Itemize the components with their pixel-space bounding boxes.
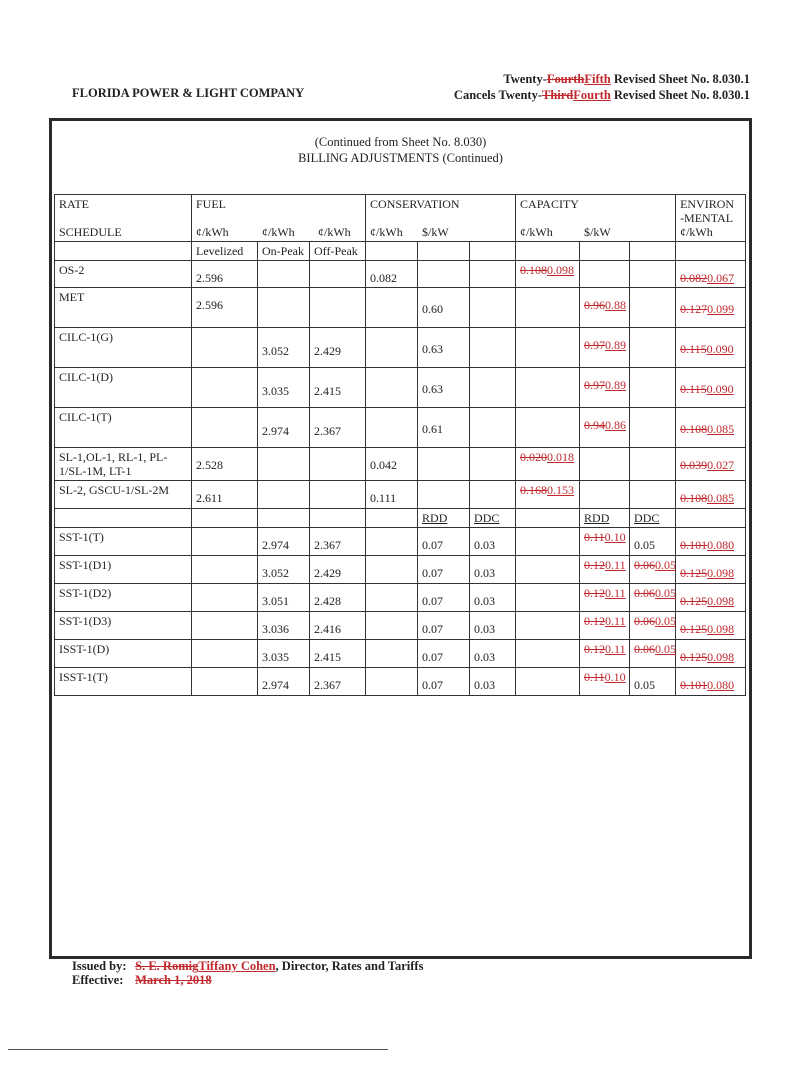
capacity-ckwh-inserted: 0.153 — [547, 483, 575, 497]
capacity-ckwh-inserted: 0.098 — [547, 263, 575, 277]
capacity-rdd-deleted: 0.12 — [584, 586, 606, 600]
fuel-offpeak: 2.416 — [310, 612, 366, 640]
conservation-dkw — [418, 481, 470, 509]
rate-schedule: ISST-1(D) — [55, 640, 192, 668]
header-levelized: Levelized — [192, 242, 258, 261]
fuel-offpeak: 2.367 — [310, 668, 366, 696]
effective-deleted: March 1, 2018 — [135, 973, 212, 987]
fuel-onpeak: 3.035 — [258, 368, 310, 408]
conservation-rdd: 0.07 — [418, 584, 470, 612]
capacity-ckwh — [516, 328, 580, 368]
conservation-ckwh — [366, 528, 418, 556]
capacity-rdd — [580, 528, 630, 556]
fuel-onpeak: 3.052 — [258, 556, 310, 584]
fuel-onpeak: 2.974 — [258, 408, 310, 448]
capacity-dkw — [580, 328, 630, 368]
capacity-ddc: 0.05 — [630, 528, 676, 556]
environmental-deleted: 0.125 — [680, 622, 708, 636]
environmental-inserted: 0.090 — [706, 382, 734, 396]
environmental — [676, 556, 746, 584]
capacity-ckwh — [516, 668, 580, 696]
cancels-deleted: Third — [542, 88, 574, 102]
capacity-dkw-deleted: 0.97 — [584, 338, 606, 352]
capacity-dkw — [580, 368, 630, 408]
capacity-dkw-inserted: 0.88 — [605, 298, 627, 312]
conservation-ckwh — [366, 668, 418, 696]
fuel-onpeak — [258, 481, 310, 509]
fuel-offpeak — [310, 481, 366, 509]
fuel-offpeak — [310, 261, 366, 288]
conservation-dkw: 0.61 — [418, 408, 470, 448]
capacity-ckwh — [516, 448, 580, 481]
header-fuel: FUEL ¢/kWh ¢/kWh ¢/kWh — [192, 195, 366, 242]
sheet-number — [503, 72, 750, 87]
rate-schedule: SST-1(D1) — [55, 556, 192, 584]
capacity-ddc-inserted: 0.05 — [655, 586, 677, 600]
tariff-frame — [49, 118, 752, 959]
capacity-rdd-inserted: 0.11 — [605, 614, 626, 628]
environmental-deleted: 0.125 — [680, 566, 708, 580]
capacity-dkw-inserted: 0.89 — [605, 378, 627, 392]
environmental-inserted: 0.098 — [707, 594, 735, 608]
capacity-ckwh — [516, 261, 580, 288]
fuel-offpeak: 2.429 — [310, 328, 366, 368]
continued-text: (Continued from Sheet No. 8.030) — [314, 135, 487, 149]
conservation-extra — [470, 368, 516, 408]
conservation-rdd: 0.07 — [418, 612, 470, 640]
environmental-inserted: 0.098 — [707, 566, 735, 580]
conservation-ckwh — [366, 408, 418, 448]
header-conservation: CONSERVATION ¢/kWh $/kW — [366, 195, 516, 242]
table-row — [55, 328, 746, 368]
rate-schedule: SST-1(T) — [55, 528, 192, 556]
capacity-ckwh-inserted: 0.018 — [547, 450, 575, 464]
capacity-dkw — [580, 408, 630, 448]
fuel-offpeak: 2.415 — [310, 368, 366, 408]
fuel-onpeak: 3.035 — [258, 640, 310, 668]
fuel-onpeak — [258, 261, 310, 288]
capacity-ckwh — [516, 612, 580, 640]
conservation-rdd: 0.07 — [418, 556, 470, 584]
conservation-ckwh — [366, 584, 418, 612]
fuel-onpeak: 2.974 — [258, 668, 310, 696]
conservation-ckwh: 0.082 — [366, 261, 418, 288]
conservation-ckwh — [366, 612, 418, 640]
fuel-levelized — [192, 556, 258, 584]
rate-schedule: SL-2, GSCU-1/SL-2M — [55, 481, 192, 509]
conservation-ckwh — [366, 368, 418, 408]
capacity-ddc-deleted: 0.06 — [634, 586, 656, 600]
rate-schedule: CILC-1(T) — [55, 408, 192, 448]
header-rate: RATE SCHEDULE — [55, 195, 192, 242]
environmental-inserted: 0.067 — [707, 271, 735, 285]
capacity-ckwh — [516, 481, 580, 509]
conservation-ckwh — [366, 328, 418, 368]
conservation-ckwh — [366, 556, 418, 584]
sheet-inserted: Fifth — [584, 72, 611, 86]
capacity-rdd-deleted: 0.12 — [584, 558, 606, 572]
fuel-offpeak: 2.428 — [310, 584, 366, 612]
header-environmental: ENVIRON -MENTAL ¢/kWh — [676, 195, 746, 242]
environmental — [676, 448, 746, 481]
rdd-ddc-header-row: RDD DDC RDD DDC — [55, 509, 746, 528]
company-name: FLORIDA POWER & LIGHT COMPANY — [72, 86, 305, 100]
capacity-rdd-inserted: 0.10 — [604, 670, 626, 684]
rate-schedule: ISST-1(T) — [55, 668, 192, 696]
capacity-ddc: 0.05 — [630, 668, 676, 696]
environmental — [676, 368, 746, 408]
conservation-extra — [470, 328, 516, 368]
capacity-extra — [630, 261, 676, 288]
capacity-dkw — [580, 288, 630, 328]
environmental — [676, 288, 746, 328]
sheet-suffix: Revised Sheet No. 8.030.1 — [610, 72, 750, 86]
environmental-inserted: 0.090 — [706, 342, 734, 356]
fuel-levelized — [192, 328, 258, 368]
fuel-levelized — [192, 408, 258, 448]
capacity-ddc-inserted: 0.05 — [655, 558, 677, 572]
capacity-extra — [630, 328, 676, 368]
environmental — [676, 584, 746, 612]
capacity-rdd-inserted: 0.10 — [604, 530, 626, 544]
capacity-ckwh-deleted: 0.108 — [520, 263, 548, 277]
environmental-inserted: 0.085 — [707, 422, 735, 436]
conservation-ddc: 0.03 — [470, 556, 516, 584]
table-row — [55, 481, 746, 509]
capacity-ckwh-deleted: 0.168 — [520, 483, 548, 497]
environmental-deleted: 0.125 — [680, 650, 708, 664]
environmental — [676, 481, 746, 509]
fuel-offpeak: 2.367 — [310, 528, 366, 556]
environmental-inserted: 0.080 — [707, 538, 735, 552]
capacity-ckwh — [516, 640, 580, 668]
environmental-deleted: 0.101 — [680, 678, 708, 692]
environmental-inserted: 0.027 — [707, 458, 735, 472]
table-row — [55, 448, 746, 481]
capacity-extra — [630, 448, 676, 481]
conservation-dkw: 0.60 — [418, 288, 470, 328]
environmental-deleted: 0.115 — [680, 382, 707, 396]
fuel-onpeak: 3.051 — [258, 584, 310, 612]
section-title: BILLING ADJUSTMENTS (Continued) — [298, 151, 503, 165]
conservation-dkw: 0.63 — [418, 368, 470, 408]
table-row — [55, 408, 746, 448]
sheet-prefix: Twenty- — [503, 72, 547, 86]
environmental-deleted: 0.127 — [680, 302, 708, 316]
header-capacity: CAPACITY ¢/kWh $/kW — [516, 195, 676, 242]
cancels-suffix: Revised Sheet No. 8.030.1 — [610, 88, 750, 102]
table-row — [55, 528, 746, 556]
capacity-rdd — [580, 612, 630, 640]
capacity-ckwh-deleted: 0.020 — [520, 450, 548, 464]
environmental — [676, 668, 746, 696]
table-row — [55, 584, 746, 612]
capacity-rdd-inserted: 0.11 — [605, 642, 626, 656]
capacity-ckwh — [516, 288, 580, 328]
fuel-levelized — [192, 528, 258, 556]
fuel-levelized: 2.596 — [192, 261, 258, 288]
capacity-dkw-deleted: 0.96 — [584, 298, 606, 312]
issued-deleted: S. E. Romig — [135, 959, 199, 973]
environmental-inserted: 0.098 — [707, 650, 735, 664]
conservation-ckwh — [366, 640, 418, 668]
conservation-extra — [470, 481, 516, 509]
rate-schedule: SST-1(D2) — [55, 584, 192, 612]
fuel-levelized — [192, 368, 258, 408]
capacity-dkw-deleted: 0.94 — [584, 418, 606, 432]
rate-schedule: SL-1,OL-1, RL-1, PL-1/SL-1M, LT-1 — [55, 448, 192, 481]
conservation-rdd: 0.07 — [418, 640, 470, 668]
fuel-onpeak — [258, 288, 310, 328]
fuel-offpeak — [310, 448, 366, 481]
conservation-extra — [470, 288, 516, 328]
fuel-onpeak: 3.052 — [258, 328, 310, 368]
conservation-ddc: 0.03 — [470, 584, 516, 612]
capacity-dkw-deleted: 0.97 — [584, 378, 606, 392]
conservation-dkw — [418, 261, 470, 288]
conservation-rdd: 0.07 — [418, 528, 470, 556]
table-row — [55, 612, 746, 640]
environmental — [676, 261, 746, 288]
conservation-ddc: 0.03 — [470, 612, 516, 640]
table-row — [55, 640, 746, 668]
capacity-rdd — [580, 640, 630, 668]
capacity-dkw — [580, 481, 630, 509]
fuel-onpeak: 3.036 — [258, 612, 310, 640]
environmental — [676, 528, 746, 556]
fuel-levelized: 2.596 — [192, 288, 258, 328]
fuel-levelized: 2.611 — [192, 481, 258, 509]
environmental — [676, 328, 746, 368]
capacity-rdd-deleted: 0.11 — [584, 530, 605, 544]
cancels-line — [454, 88, 750, 103]
fuel-levelized — [192, 612, 258, 640]
capacity-rdd-inserted: 0.11 — [605, 558, 626, 572]
conservation-ddc: 0.03 — [470, 640, 516, 668]
footer — [72, 959, 423, 987]
capacity-rdd-deleted: 0.12 — [584, 614, 606, 628]
fuel-levelized — [192, 668, 258, 696]
capacity-dkw-inserted: 0.86 — [605, 418, 627, 432]
capacity-ddc-deleted: 0.06 — [634, 614, 656, 628]
header-offpeak: Off-Peak — [310, 242, 366, 261]
capacity-extra — [630, 481, 676, 509]
capacity-ddc-inserted: 0.05 — [655, 614, 677, 628]
capacity-ckwh — [516, 528, 580, 556]
environmental-inserted: 0.085 — [707, 491, 735, 505]
conservation-ddc: 0.03 — [470, 528, 516, 556]
conservation-extra — [470, 408, 516, 448]
environmental-deleted: 0.039 — [680, 458, 708, 472]
cancels-prefix: Cancels Twenty- — [453, 88, 542, 102]
issued-suffix: , Director, Rates and Tariffs — [275, 959, 424, 973]
sheet-deleted: Fourth — [546, 72, 585, 86]
capacity-extra — [630, 408, 676, 448]
capacity-extra — [630, 368, 676, 408]
rate-schedule: SST-1(D3) — [55, 612, 192, 640]
continued-heading — [52, 134, 749, 166]
environmental-deleted: 0.082 — [680, 271, 708, 285]
capacity-ddc — [630, 584, 676, 612]
environmental — [676, 640, 746, 668]
fuel-offpeak: 2.367 — [310, 408, 366, 448]
bottom-rule — [8, 1049, 388, 1050]
capacity-rdd — [580, 668, 630, 696]
environmental-inserted: 0.099 — [707, 302, 735, 316]
table-row — [55, 556, 746, 584]
conservation-rdd: 0.07 — [418, 668, 470, 696]
environmental — [676, 408, 746, 448]
capacity-rdd — [580, 556, 630, 584]
capacity-rdd-inserted: 0.11 — [605, 586, 626, 600]
capacity-ddc-deleted: 0.06 — [634, 558, 656, 572]
capacity-ddc — [630, 640, 676, 668]
capacity-ddc-deleted: 0.06 — [634, 642, 656, 656]
fuel-offpeak: 2.415 — [310, 640, 366, 668]
header-row-2 — [55, 242, 746, 261]
environmental-inserted: 0.098 — [707, 622, 735, 636]
capacity-rdd-deleted: 0.12 — [584, 642, 606, 656]
conservation-dkw — [418, 448, 470, 481]
capacity-rdd — [580, 584, 630, 612]
table-row — [55, 261, 746, 288]
rate-schedule: OS-2 — [55, 261, 192, 288]
environmental-deleted: 0.108 — [680, 491, 708, 505]
billing-adjustments-table — [54, 194, 746, 696]
table-row — [55, 288, 746, 328]
environmental — [676, 612, 746, 640]
conservation-extra — [470, 261, 516, 288]
effective-label: Effective: — [72, 973, 124, 987]
header-onpeak: On-Peak — [258, 242, 310, 261]
conservation-ckwh — [366, 288, 418, 328]
capacity-ddc — [630, 612, 676, 640]
environmental-deleted: 0.115 — [680, 342, 707, 356]
fuel-onpeak: 2.974 — [258, 528, 310, 556]
rate-schedule: CILC-1(D) — [55, 368, 192, 408]
environmental-deleted: 0.101 — [680, 538, 708, 552]
rate-schedule: CILC-1(G) — [55, 328, 192, 368]
capacity-dkw — [580, 261, 630, 288]
cancels-inserted: Fourth — [573, 88, 611, 102]
capacity-ddc-inserted: 0.05 — [655, 642, 677, 656]
conservation-ckwh: 0.042 — [366, 448, 418, 481]
conservation-ckwh: 0.111 — [366, 481, 418, 509]
capacity-ddc — [630, 556, 676, 584]
fuel-onpeak — [258, 448, 310, 481]
capacity-ckwh — [516, 368, 580, 408]
conservation-extra — [470, 448, 516, 481]
fuel-levelized — [192, 584, 258, 612]
conservation-ddc: 0.03 — [470, 668, 516, 696]
environmental-inserted: 0.080 — [707, 678, 735, 692]
issued-inserted: Tiffany Cohen — [198, 959, 276, 973]
environmental-deleted: 0.125 — [680, 594, 708, 608]
fuel-offpeak: 2.429 — [310, 556, 366, 584]
environmental-deleted: 0.108 — [680, 422, 708, 436]
capacity-extra — [630, 288, 676, 328]
capacity-ckwh — [516, 408, 580, 448]
fuel-levelized: 2.528 — [192, 448, 258, 481]
rate-schedule: MET — [55, 288, 192, 328]
issued-label: Issued by: — [72, 959, 127, 973]
capacity-rdd-deleted: 0.11 — [584, 670, 605, 684]
fuel-offpeak — [310, 288, 366, 328]
table-row — [55, 368, 746, 408]
capacity-dkw-inserted: 0.89 — [605, 338, 627, 352]
capacity-ckwh — [516, 584, 580, 612]
capacity-dkw — [580, 448, 630, 481]
fuel-levelized — [192, 640, 258, 668]
header-row-1 — [55, 195, 746, 242]
table-row — [55, 668, 746, 696]
capacity-ckwh — [516, 556, 580, 584]
conservation-dkw: 0.63 — [418, 328, 470, 368]
